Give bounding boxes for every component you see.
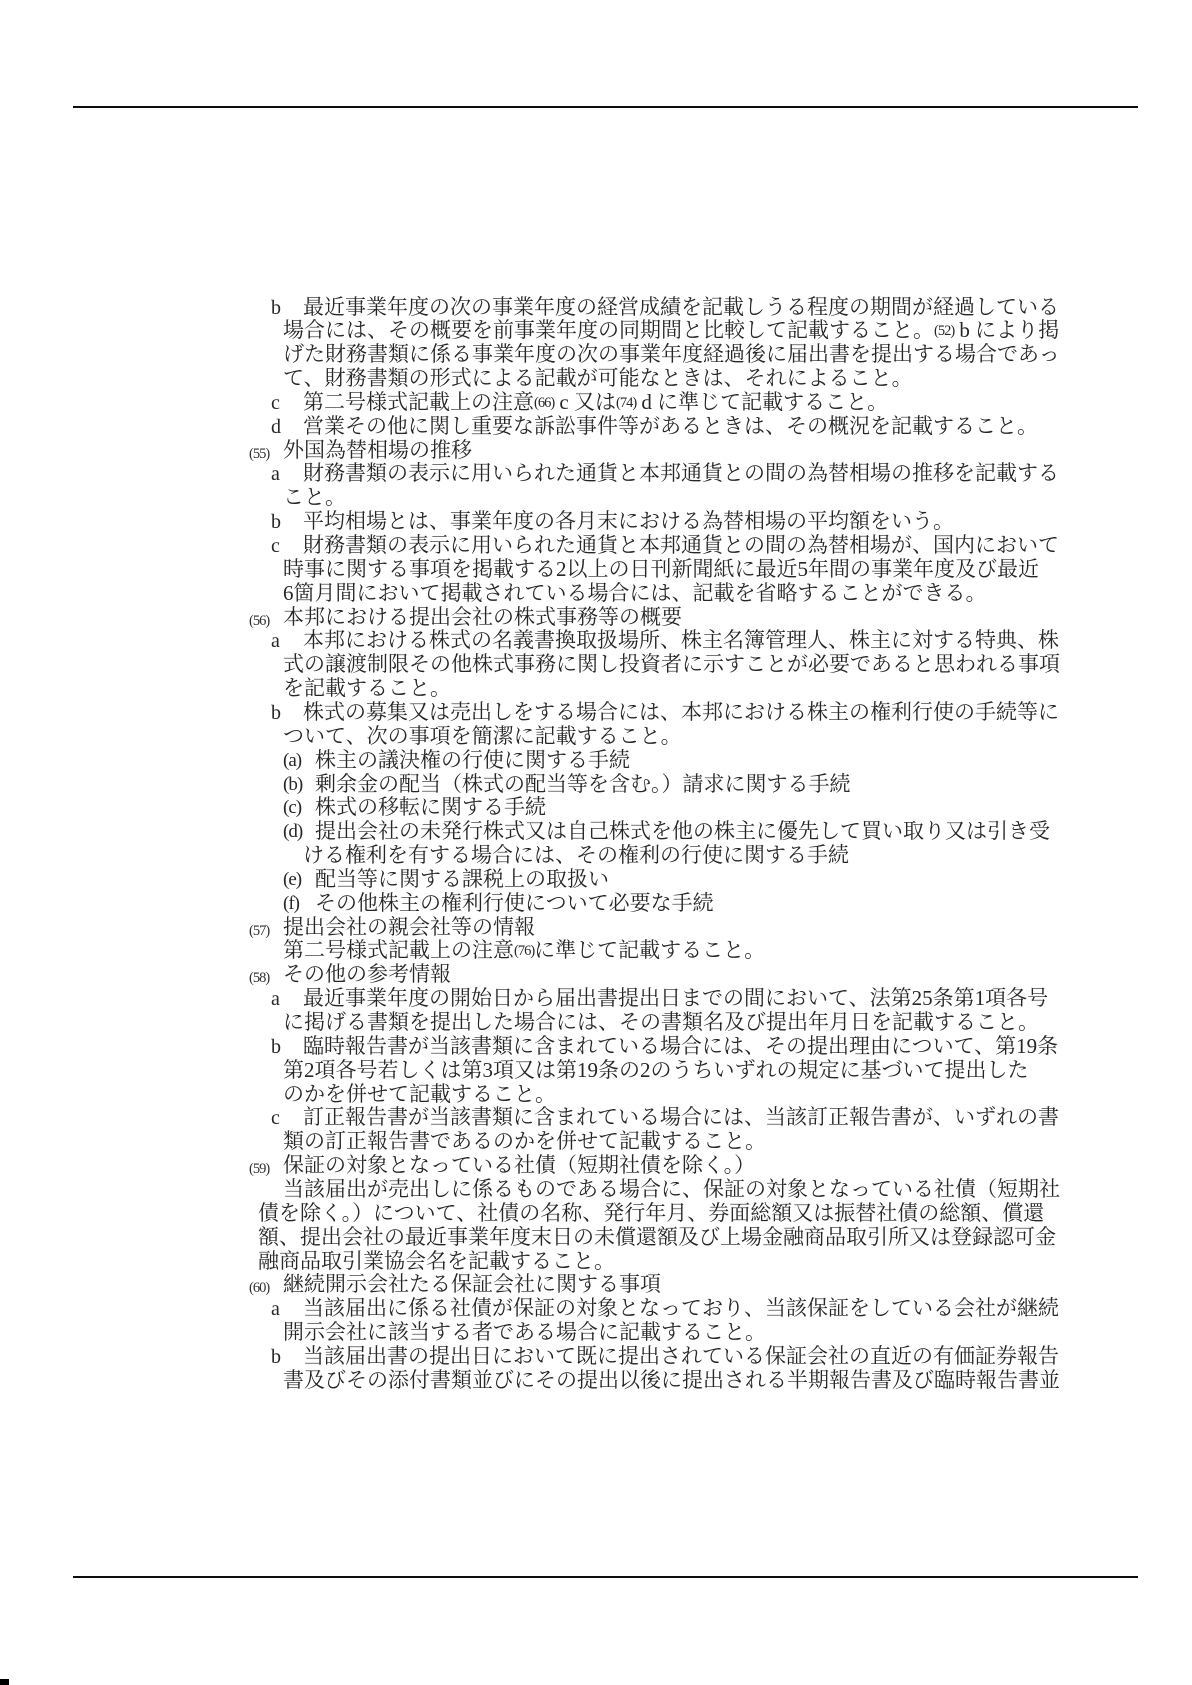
line-text: 臨時報告書が当該書類に含まれている場合には、その提出理由について、第19条	[303, 1034, 1059, 1058]
line-text: 継続開示会社たる保証会社に関する事項	[283, 1272, 661, 1296]
note-ref: (74)	[616, 395, 637, 411]
line-text: ける権利を有する場合には、その権利の行使に関する手続	[303, 843, 849, 867]
document-line	[0, 1368, 1192, 1392]
document-line	[0, 1082, 1192, 1106]
line-text: 本邦における株式の名義書換取扱場所、株主名簿管理人、株主に対する特典、株	[303, 628, 1059, 652]
line-text: 第二号様式記載上の注意(76)に準じて記載すること。	[283, 938, 766, 962]
note-ref: (76)	[514, 943, 535, 959]
line-label: b	[271, 1036, 281, 1058]
line-label: b	[271, 702, 281, 724]
document-line	[0, 605, 1192, 629]
line-text: 最近事業年度の開始日から届出書提出日までの間において、法第25条第1項各号	[303, 986, 1049, 1010]
line-label: d	[271, 416, 281, 438]
line-label: c	[271, 535, 280, 557]
document-line	[0, 1010, 1192, 1034]
line-label: (f)	[283, 893, 299, 914]
line-label: (e)	[283, 869, 302, 890]
document-line	[0, 557, 1192, 581]
line-label: (55)	[249, 446, 270, 462]
document-line	[0, 318, 1192, 342]
line-label: (c)	[283, 797, 302, 818]
line-label: (59)	[249, 1161, 270, 1177]
document-line	[0, 938, 1192, 962]
line-text: 書及びその添付書類並びにその提出以後に提出される半期報告書及び臨時報告書並	[283, 1368, 1060, 1392]
line-label: b	[271, 1346, 281, 1368]
line-text: 6箇月間において掲載されている場合には、記載を省略することができる。	[283, 581, 987, 605]
document-line	[0, 819, 1192, 843]
note-ref: (52)	[934, 323, 955, 339]
line-text: 第2項各号若しくは第3項又は第19条の2のうちいずれの規定に基づいて提出した	[283, 1058, 1029, 1082]
document-line	[0, 700, 1192, 724]
document-line	[0, 414, 1192, 438]
document-line	[0, 533, 1192, 557]
line-label: (56)	[249, 613, 270, 629]
document-line	[0, 1344, 1192, 1368]
document-line	[0, 1034, 1192, 1058]
line-text: 営業その他に関し重要な訴訟事件等があるときは、その概況を記載すること。	[303, 414, 1038, 438]
line-label: (57)	[249, 923, 270, 939]
line-text: 訂正報告書が当該書類に含まれている場合には、当該訂正報告書が、いずれの書	[303, 1105, 1059, 1129]
document-line	[0, 1105, 1192, 1129]
line-text: 当該届出書の提出日において既に提出されている保証会社の直近の有価証券報告	[303, 1344, 1059, 1368]
line-label: (58)	[249, 970, 270, 986]
document-line	[0, 1225, 1192, 1249]
document-line	[0, 986, 1192, 1010]
document-line	[0, 772, 1192, 796]
document-line	[0, 1129, 1192, 1153]
document-line	[0, 724, 1192, 748]
line-text: 財務書類の表示に用いられた通貨と本邦通貨との間の為替相場が、国内において	[303, 533, 1059, 557]
line-text: 配当等に関する課税上の取扱い	[315, 867, 609, 891]
line-text: 本邦における提出会社の株式事務等の概要	[283, 605, 682, 629]
line-label: a	[271, 630, 280, 652]
line-text: のかを併せて記載すること。	[283, 1082, 556, 1106]
document-line	[0, 390, 1192, 414]
document-line	[0, 1296, 1192, 1320]
line-label: c	[271, 392, 280, 414]
document-line	[0, 509, 1192, 533]
document-line	[0, 962, 1192, 986]
line-label: (d)	[283, 821, 303, 842]
line-label: b	[271, 297, 281, 319]
line-text: 類の訂正報告書であるのかを併せて記載すること。	[283, 1129, 766, 1153]
line-label: (60)	[249, 1280, 270, 1296]
line-text: 提出会社の親会社等の情報	[283, 915, 535, 939]
document-line	[0, 1249, 1192, 1273]
line-text: 債を除く。）について、社債の名称、発行年月、券面総額又は振替社債の総額、償還	[258, 1201, 1045, 1225]
document-line	[0, 676, 1192, 700]
line-text: 株式の募集又は売出しをする場合には、本邦における株主の権利行使の手続等に	[303, 700, 1059, 724]
document-line	[0, 1153, 1192, 1177]
line-text: に掲げる書類を提出した場合には、その書類名及び提出年月日を記載すること。	[283, 1010, 1039, 1034]
line-text: こと。	[283, 485, 346, 509]
line-text: 式の譲渡制限その他株式事務に関し投資者に示すことが必要であると思われる事項	[283, 652, 1060, 676]
document-line	[0, 295, 1192, 319]
line-text: 場合には、その概要を前事業年度の同期間と比較して記載すること。(52) b により掲	[283, 318, 1060, 342]
line-label: (b)	[283, 774, 303, 795]
document-line	[0, 1058, 1192, 1082]
document-line	[0, 342, 1192, 366]
line-text: 最近事業年度の次の事業年度の経営成績を記載しうる程度の期間が経過している	[303, 295, 1059, 319]
document-line	[0, 748, 1192, 772]
document-line	[0, 843, 1192, 867]
document-line	[0, 1201, 1192, 1225]
line-text: て、財務書類の形式による記載が可能なときは、それによること。	[283, 366, 913, 390]
line-text: ついて、次の事項を簡潔に記載すること。	[283, 724, 682, 748]
document-line	[0, 461, 1192, 485]
line-text: 当該届出に係る社債が保証の対象となっており、当該保証をしている会社が継続	[303, 1296, 1059, 1320]
line-text: 当該届出が売出しに係るものである場合に、保証の対象となっている社債（短期社	[283, 1177, 1060, 1201]
document-line	[0, 915, 1192, 939]
document-line	[0, 891, 1192, 915]
line-text: 第二号様式記載上の注意(66) c 又は(74) d に準じて記載すること。	[303, 390, 889, 414]
document-line	[0, 438, 1192, 462]
line-label: (a)	[283, 750, 302, 771]
line-text: 時事に関する事項を掲載する2以上の日刊新聞紙に最近5年間の事業年度及び最近	[283, 557, 1039, 581]
document-line	[0, 652, 1192, 676]
line-text: 額、提出会社の最近事業年度末日の未償還額及び上場金融商品取引所又は登録認可金	[258, 1225, 1056, 1249]
line-label: c	[271, 1107, 280, 1129]
document-line	[0, 485, 1192, 509]
document-line	[0, 581, 1192, 605]
line-text: 剰余金の配当（株式の配当等を含む。）請求に関する手続	[315, 772, 851, 796]
line-text: 開示会社に該当する者である場合に記載すること。	[283, 1320, 766, 1344]
bottom-rule	[73, 1576, 1138, 1578]
line-label: a	[271, 463, 280, 485]
line-text: 株式の移転に関する手続	[315, 795, 546, 819]
line-text: 外国為替相場の推移	[283, 438, 472, 462]
line-text: 財務書類の表示に用いられた通貨と本邦通貨との間の為替相場の推移を記載する	[303, 461, 1059, 485]
document-line	[0, 1320, 1192, 1344]
document-line	[0, 867, 1192, 891]
line-label: b	[271, 511, 281, 533]
line-text: 保証の対象となっている社債（短期社債を除く。）	[283, 1153, 756, 1177]
line-text: を記載すること。	[283, 676, 451, 700]
document-line	[0, 795, 1192, 819]
line-label: a	[271, 1298, 280, 1320]
line-text: その他株主の権利行使について必要な手続	[315, 891, 714, 915]
line-text: 融商品取引業協会名を記載すること。	[258, 1249, 615, 1273]
document-line	[0, 1177, 1192, 1201]
document-line	[0, 1272, 1192, 1296]
note-ref: (66)	[534, 395, 555, 411]
scan-artifact	[0, 1679, 9, 1685]
document-line	[0, 366, 1192, 390]
line-text: その他の参考情報	[283, 962, 451, 986]
document-line	[0, 628, 1192, 652]
line-text: 平均相場とは、事業年度の各月末における為替相場の平均額をいう。	[303, 509, 954, 533]
line-label: a	[271, 988, 280, 1010]
line-text: 提出会社の未発行株式又は自己株式を他の株主に優先して買い取り又は引き受	[315, 819, 1050, 843]
line-text: げた財務書類に係る事業年度の次の事業年度経過後に届出書を提出する場合であっ	[283, 342, 1060, 366]
line-text: 株主の議決権の行使に関する手続	[315, 748, 630, 772]
